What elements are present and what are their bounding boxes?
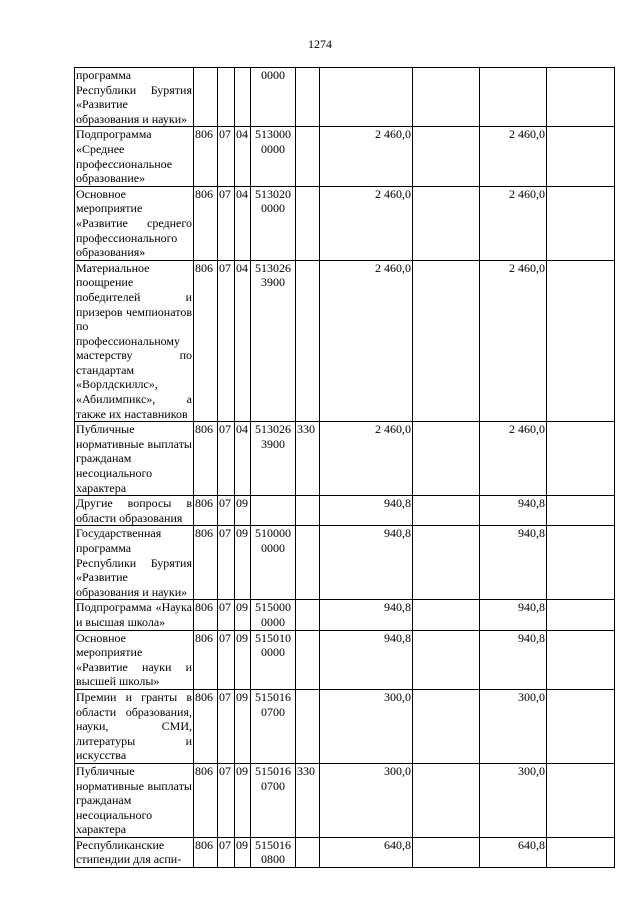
table-row [75, 837, 615, 867]
ministry-code-cell: 806 [194, 127, 218, 186]
row-name-cell: Материальное поощрение победителей и призеров чемпионатов по профессиональному мастерству по стандартам «Ворлдскиллс», «Абилимпикс», а также их наставников [76, 260, 192, 421]
amount-cell-2 [413, 600, 480, 630]
amount-cell-2 [413, 496, 480, 526]
table-row [75, 630, 615, 689]
amount-cell-2 [413, 260, 480, 422]
page-number: 1274 [308, 37, 332, 51]
row-name-cell: Подпрограмма «Среднее профессиональное образование» [75, 127, 194, 186]
amount-cell-2 [413, 630, 480, 689]
amount-cell-4 [547, 600, 615, 630]
target-article-code-cell: 515000 0000 [251, 600, 296, 630]
amount-cell-4 [547, 186, 615, 260]
target-article-code-cell: 0000 [251, 68, 296, 127]
subsection-code-cell: 09 [235, 600, 251, 630]
amount-cell-2 [413, 837, 480, 867]
ministry-code-cell: 806 [194, 422, 218, 496]
amount-cell-1: 2 460,0 [320, 260, 413, 422]
table-row [75, 68, 615, 127]
target-article-code-cell: 513026 3900 [251, 422, 296, 496]
row-name-cell: Государственная программа Республики Бурятия «Развитие образования и науки» [76, 526, 192, 599]
section-code-cell: 07 [218, 260, 235, 422]
expense-type-code-cell: 330 [296, 422, 320, 496]
subsection-code-cell: 09 [235, 763, 251, 837]
table-body [75, 68, 615, 868]
amount-cell-4 [547, 837, 615, 867]
section-code-cell: 07 [218, 600, 235, 630]
subsection-code-cell [235, 68, 251, 127]
expense-type-code-cell [296, 526, 320, 600]
ministry-code-cell: 806 [194, 600, 218, 630]
amount-cell-2 [413, 422, 480, 496]
amount-cell-4 [547, 630, 615, 689]
subsection-code-cell: 09 [235, 496, 251, 526]
amount-cell-1: 940,8 [320, 496, 413, 526]
amount-cell-2 [413, 127, 480, 186]
amount-cell-2 [413, 526, 480, 600]
expense-type-code-cell [296, 68, 320, 127]
ministry-code-cell: 806 [194, 260, 218, 422]
section-code-cell: 07 [218, 837, 235, 867]
expense-type-code-cell [296, 837, 320, 867]
amount-cell-2 [413, 763, 480, 837]
target-article-code-cell: 515016 0700 [251, 689, 296, 763]
row-name-cell: Публичные нормативные выплаты гражданам несоциального характера [76, 763, 192, 837]
table-row [75, 526, 615, 600]
section-code-cell [218, 68, 235, 127]
expense-type-code-cell [296, 127, 320, 186]
amount-cell-3: 300,0 [480, 689, 547, 763]
amount-cell-3: 2 460,0 [480, 127, 547, 186]
amount-cell-1: 2 460,0 [320, 422, 413, 496]
table-row [75, 689, 615, 763]
subsection-code-cell: 09 [235, 526, 251, 600]
amount-cell-3: 940,8 [480, 630, 547, 689]
target-article-code-cell: 515016 0700 [251, 763, 296, 837]
target-article-code-cell: 515016 0800 [251, 837, 296, 867]
amount-cell-2 [413, 689, 480, 763]
ministry-code-cell: 806 [194, 496, 218, 526]
amount-cell-3: 2 460,0 [480, 260, 547, 422]
amount-cell-1: 940,8 [320, 526, 413, 600]
budget-table [74, 67, 615, 868]
subsection-code-cell: 04 [235, 186, 251, 260]
row-name-cell: Премии и гранты в области образования, науки, СМИ, литературы и искусства [76, 689, 192, 763]
row-name-cell: Основное мероприятие «Развитие науки и высшей школы» [76, 630, 192, 689]
ministry-code-cell: 806 [194, 689, 218, 763]
amount-cell-1: 940,8 [320, 600, 413, 630]
amount-cell-3: 2 460,0 [480, 422, 547, 496]
ministry-code-cell: 806 [194, 763, 218, 837]
amount-cell-1: 300,0 [320, 689, 413, 763]
section-code-cell: 07 [218, 763, 235, 837]
amount-cell-4 [547, 496, 615, 526]
amount-cell-1: 2 460,0 [320, 127, 413, 186]
amount-cell-3 [480, 68, 547, 127]
amount-cell-4 [547, 260, 615, 422]
ministry-code-cell: 806 [194, 526, 218, 600]
row-name-cell: Другие вопросы в области образования [76, 496, 192, 525]
amount-cell-1 [320, 68, 413, 127]
expense-type-code-cell [296, 600, 320, 630]
table-row [75, 186, 615, 260]
amount-cell-4 [547, 526, 615, 600]
amount-cell-4 [547, 422, 615, 496]
target-article-code-cell: 513000 0000 [251, 127, 296, 186]
table-row [75, 127, 615, 186]
amount-cell-2 [413, 68, 480, 127]
table-row [75, 422, 615, 496]
amount-cell-2 [413, 186, 480, 260]
target-article-code-cell: 513020 0000 [251, 186, 296, 260]
amount-cell-4 [547, 763, 615, 837]
amount-cell-1: 640,8 [320, 837, 413, 867]
subsection-code-cell: 04 [235, 127, 251, 186]
section-code-cell: 07 [218, 422, 235, 496]
amount-cell-1: 940,8 [320, 630, 413, 689]
target-article-code-cell [251, 496, 296, 526]
expense-type-code-cell [296, 689, 320, 763]
subsection-code-cell: 09 [235, 837, 251, 867]
row-name-cell: Основное мероприятие «Развитие среднего профессионального образования» [76, 186, 192, 260]
amount-cell-1: 300,0 [320, 763, 413, 837]
section-code-cell: 07 [218, 496, 235, 526]
amount-cell-3: 2 460,0 [480, 186, 547, 260]
expense-type-code-cell [296, 186, 320, 260]
amount-cell-4 [547, 127, 615, 186]
table-row [75, 763, 615, 837]
section-code-cell: 07 [218, 526, 235, 600]
expense-type-code-cell: 330 [296, 763, 320, 837]
amount-cell-1: 2 460,0 [320, 186, 413, 260]
subsection-code-cell: 09 [235, 630, 251, 689]
ministry-code-cell [194, 68, 218, 127]
expense-type-code-cell [296, 630, 320, 689]
section-code-cell: 07 [218, 127, 235, 186]
ministry-code-cell: 806 [194, 630, 218, 689]
expense-type-code-cell [296, 496, 320, 526]
row-name-cell: Подпрограмма «Наука и высшая школа» [76, 600, 192, 629]
amount-cell-3: 940,8 [480, 526, 547, 600]
ministry-code-cell: 806 [194, 186, 218, 260]
row-name-cell: Публичные нормативные выплаты гражданам несоциального характера [76, 422, 192, 495]
section-code-cell: 07 [218, 630, 235, 689]
subsection-code-cell: 04 [235, 260, 251, 422]
subsection-code-cell: 04 [235, 422, 251, 496]
amount-cell-3: 300,0 [480, 763, 547, 837]
amount-cell-3: 940,8 [480, 600, 547, 630]
subsection-code-cell: 09 [235, 689, 251, 763]
row-name-cell: Республиканские стипендии для аспи- [75, 837, 194, 867]
table-row [75, 260, 615, 422]
section-code-cell: 07 [218, 689, 235, 763]
expense-type-code-cell [296, 260, 320, 422]
target-article-code-cell: 515010 0000 [251, 630, 296, 689]
amount-cell-4 [547, 68, 615, 127]
target-article-code-cell: 513026 3900 [251, 260, 296, 422]
table-row [75, 496, 615, 526]
target-article-code-cell: 510000 0000 [251, 526, 296, 600]
amount-cell-3: 940,8 [480, 496, 547, 526]
amount-cell-4 [547, 689, 615, 763]
section-code-cell: 07 [218, 186, 235, 260]
amount-cell-3: 640,8 [480, 837, 547, 867]
ministry-code-cell: 806 [194, 837, 218, 867]
table-row [75, 600, 615, 630]
row-name-cell: программа Республики Бурятия «Развитие образования и науки» [76, 68, 192, 126]
